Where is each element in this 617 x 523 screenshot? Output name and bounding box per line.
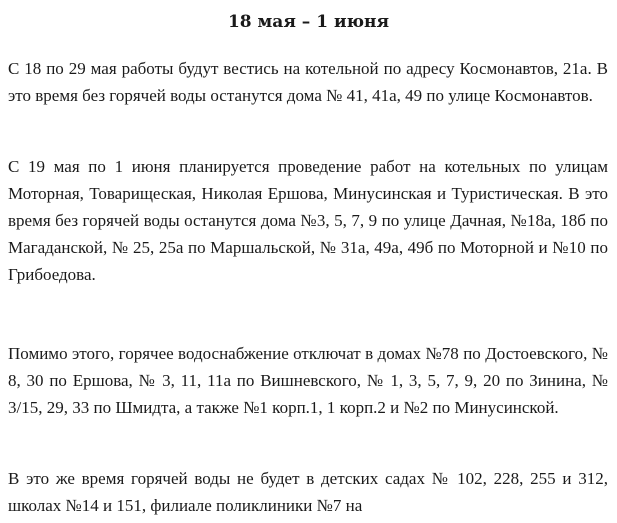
article-paragraph: С 19 мая по 1 июня планируется проведение работ на котельных по улицам Моторная, Товарищеская, Николая Ершова, Минусинская и Туристическая. В это время без горячей воды останутся дома №3, 5, 7, 9 по улице Дачная, №18а, 18б по Магаданской, № 25, 25а по Маршальской, № 31а, 49а, 49б по Моторной и №10 по Грибоедова. (8, 157, 608, 284)
article-heading: 18 мая – 1 июня (227, 12, 390, 32)
article-paragraph: В это же время горячей воды не будет в детских садах № 102, 228, 255 и 312, школах №14 и 151, филиале поликлиники №7 на (8, 469, 608, 515)
article-paragraph: Помимо этого, горячее водоснабжение отключат в домах №78 по Достоевского, № 8, 30 по Ершова, № 3, 11, 11а по Вишневского, № 1, 3, 5, 7, 9, 20 по Зинина, № 3/15, 29, 33 по Шмидта, а также №1 корп.1, 1 корп.2 и №2 по Минусинской. (8, 344, 608, 417)
article-paragraph: С 18 по 29 мая работы будут вестись на котельной по адресу Космонавтов, 21а. В это время без горячей воды останутся дома № 41, 41а, 49 по улице Космонавтов. (8, 59, 608, 105)
